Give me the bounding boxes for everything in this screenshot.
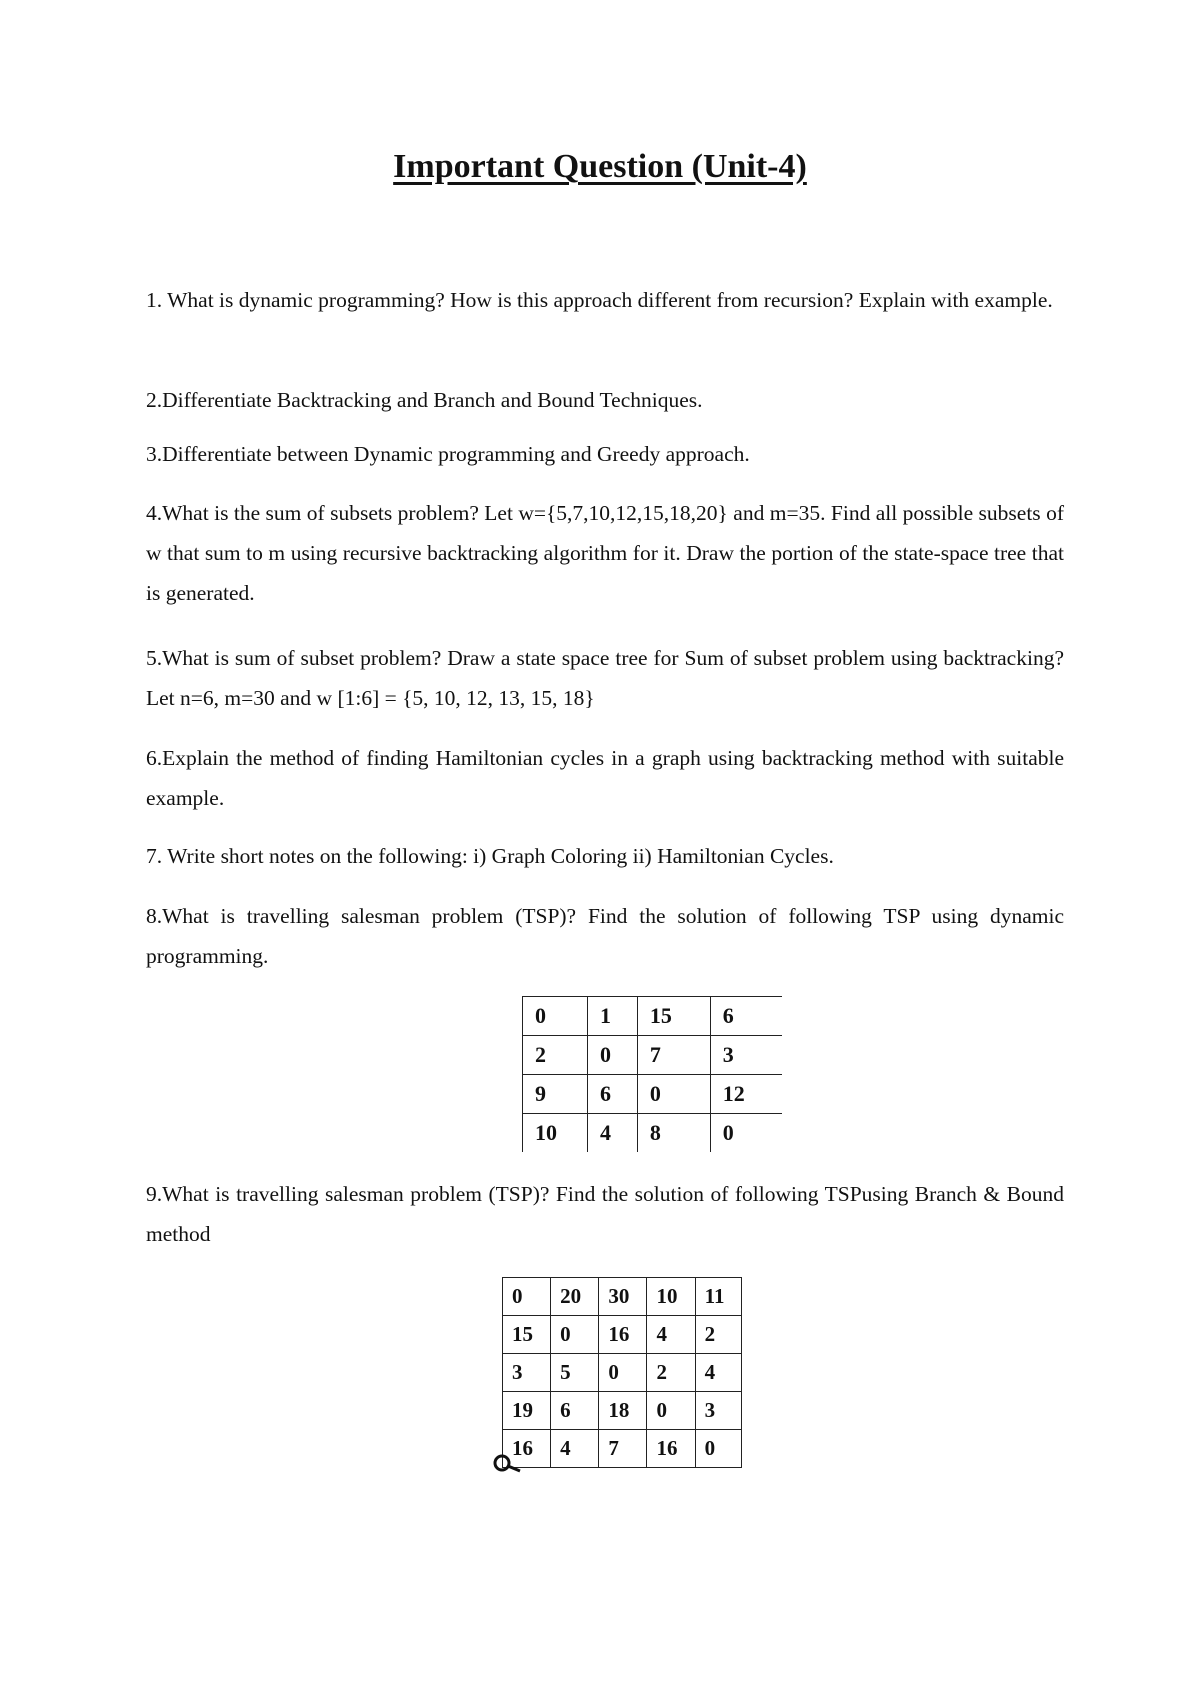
question-7: 7. Write short notes on the following: i) Graph Coloring ii) Hamiltonian Cycles. (146, 844, 834, 868)
matrix2-cell: 30 (599, 1278, 647, 1316)
matrix1-cell: 12 (710, 1075, 782, 1114)
matrix2-cell: 18 (599, 1392, 647, 1430)
matrix1-cell: 6 (588, 1075, 638, 1114)
matrix2-cell: 4 (551, 1430, 599, 1468)
matrix2-row (503, 1316, 742, 1354)
matrix2-cell: 6 (551, 1392, 599, 1430)
page-title: Important Question (Unit-4) (393, 148, 807, 185)
tsp-matrix-dynamic-programming (522, 996, 782, 1152)
question-1: 1. What is dynamic programming? How is this approach different from recursion? Explain with example. (146, 288, 1053, 312)
matrix1-cell: 0 (710, 1114, 782, 1153)
matrix1-cell: 7 (637, 1036, 710, 1075)
matrix2-cell: 7 (599, 1430, 647, 1468)
matrix2-row (503, 1278, 742, 1316)
matrix1-cell: 2 (523, 1036, 588, 1075)
matrix1-cell: 0 (523, 997, 588, 1036)
matrix2-cell: 10 (647, 1278, 695, 1316)
matrix1-cell: 3 (710, 1036, 782, 1075)
matrix2-row (503, 1354, 742, 1392)
matrix1-cell: 1 (588, 997, 638, 1036)
matrix2-cell: 5 (551, 1354, 599, 1392)
matrix1-cell: 10 (523, 1114, 588, 1153)
question-3: 3.Differentiate between Dynamic programming and Greedy approach. (146, 442, 750, 466)
question-2: 2.Differentiate Backtracking and Branch and Bound Techniques. (146, 388, 703, 412)
matrix2-cell: 3 (695, 1392, 741, 1430)
tsp-matrix-branch-and-bound (502, 1277, 742, 1468)
matrix1-cell: 15 (637, 997, 710, 1036)
matrix2-row (503, 1430, 742, 1468)
matrix1-row (523, 1075, 783, 1114)
matrix1-row (523, 997, 783, 1036)
matrix2-cell: 19 (503, 1392, 551, 1430)
matrix2-cell: 0 (647, 1392, 695, 1430)
matrix2-cell: 0 (695, 1430, 741, 1468)
matrix2-cell: 16 (599, 1316, 647, 1354)
matrix2-cell: 20 (551, 1278, 599, 1316)
matrix1-cell: 0 (637, 1075, 710, 1114)
matrix1-cell: 8 (637, 1114, 710, 1153)
question-5: 5.What is sum of subset problem? Draw a state space tree for Sum of subset problem using backtracking? Let n=6, m=30 and w [1:6] = {5, 10, 12, 13, 15, 18} (146, 646, 1064, 710)
matrix2-cell: 15 (503, 1316, 551, 1354)
matrix2-cell: 2 (647, 1354, 695, 1392)
matrix2-cell: 0 (551, 1316, 599, 1354)
matrix1-cell: 4 (588, 1114, 638, 1153)
matrix1-row (523, 1036, 783, 1075)
matrix2-cell: 4 (695, 1354, 741, 1392)
pen-mark-icon (492, 1452, 526, 1476)
matrix1-row (523, 1114, 783, 1153)
question-9: 9.What is travelling salesman problem (TSP)? Find the solution of following TSPusing Branch & Bound method (146, 1182, 1064, 1246)
matrix2-cell: 16 (647, 1430, 695, 1468)
matrix2-row (503, 1392, 742, 1430)
matrix2-cell: 16 (503, 1430, 551, 1468)
matrix2-cell: 4 (647, 1316, 695, 1354)
matrix1-cell: 6 (710, 997, 782, 1036)
matrix1-cell: 9 (523, 1075, 588, 1114)
matrix2-cell: 0 (503, 1278, 551, 1316)
question-8: 8.What is travelling salesman problem (TSP)? Find the solution of following TSP using dynamic programming. (146, 904, 1064, 968)
matrix2-cell: 11 (695, 1278, 741, 1316)
question-4: 4.What is the sum of subsets problem? Let w={5,7,10,12,15,18,20} and m=35. Find all possible subsets of w that sum to m using recursive backtracking algorithm for it. Draw the portion of the state-space tree that is generated. (146, 501, 1064, 605)
matrix2-cell: 2 (695, 1316, 741, 1354)
matrix2-cell: 3 (503, 1354, 551, 1392)
question-6: 6.Explain the method of finding Hamiltonian cycles in a graph using backtracking method with suitable example. (146, 746, 1064, 810)
matrix1-cell: 0 (588, 1036, 638, 1075)
matrix2-cell: 0 (599, 1354, 647, 1392)
